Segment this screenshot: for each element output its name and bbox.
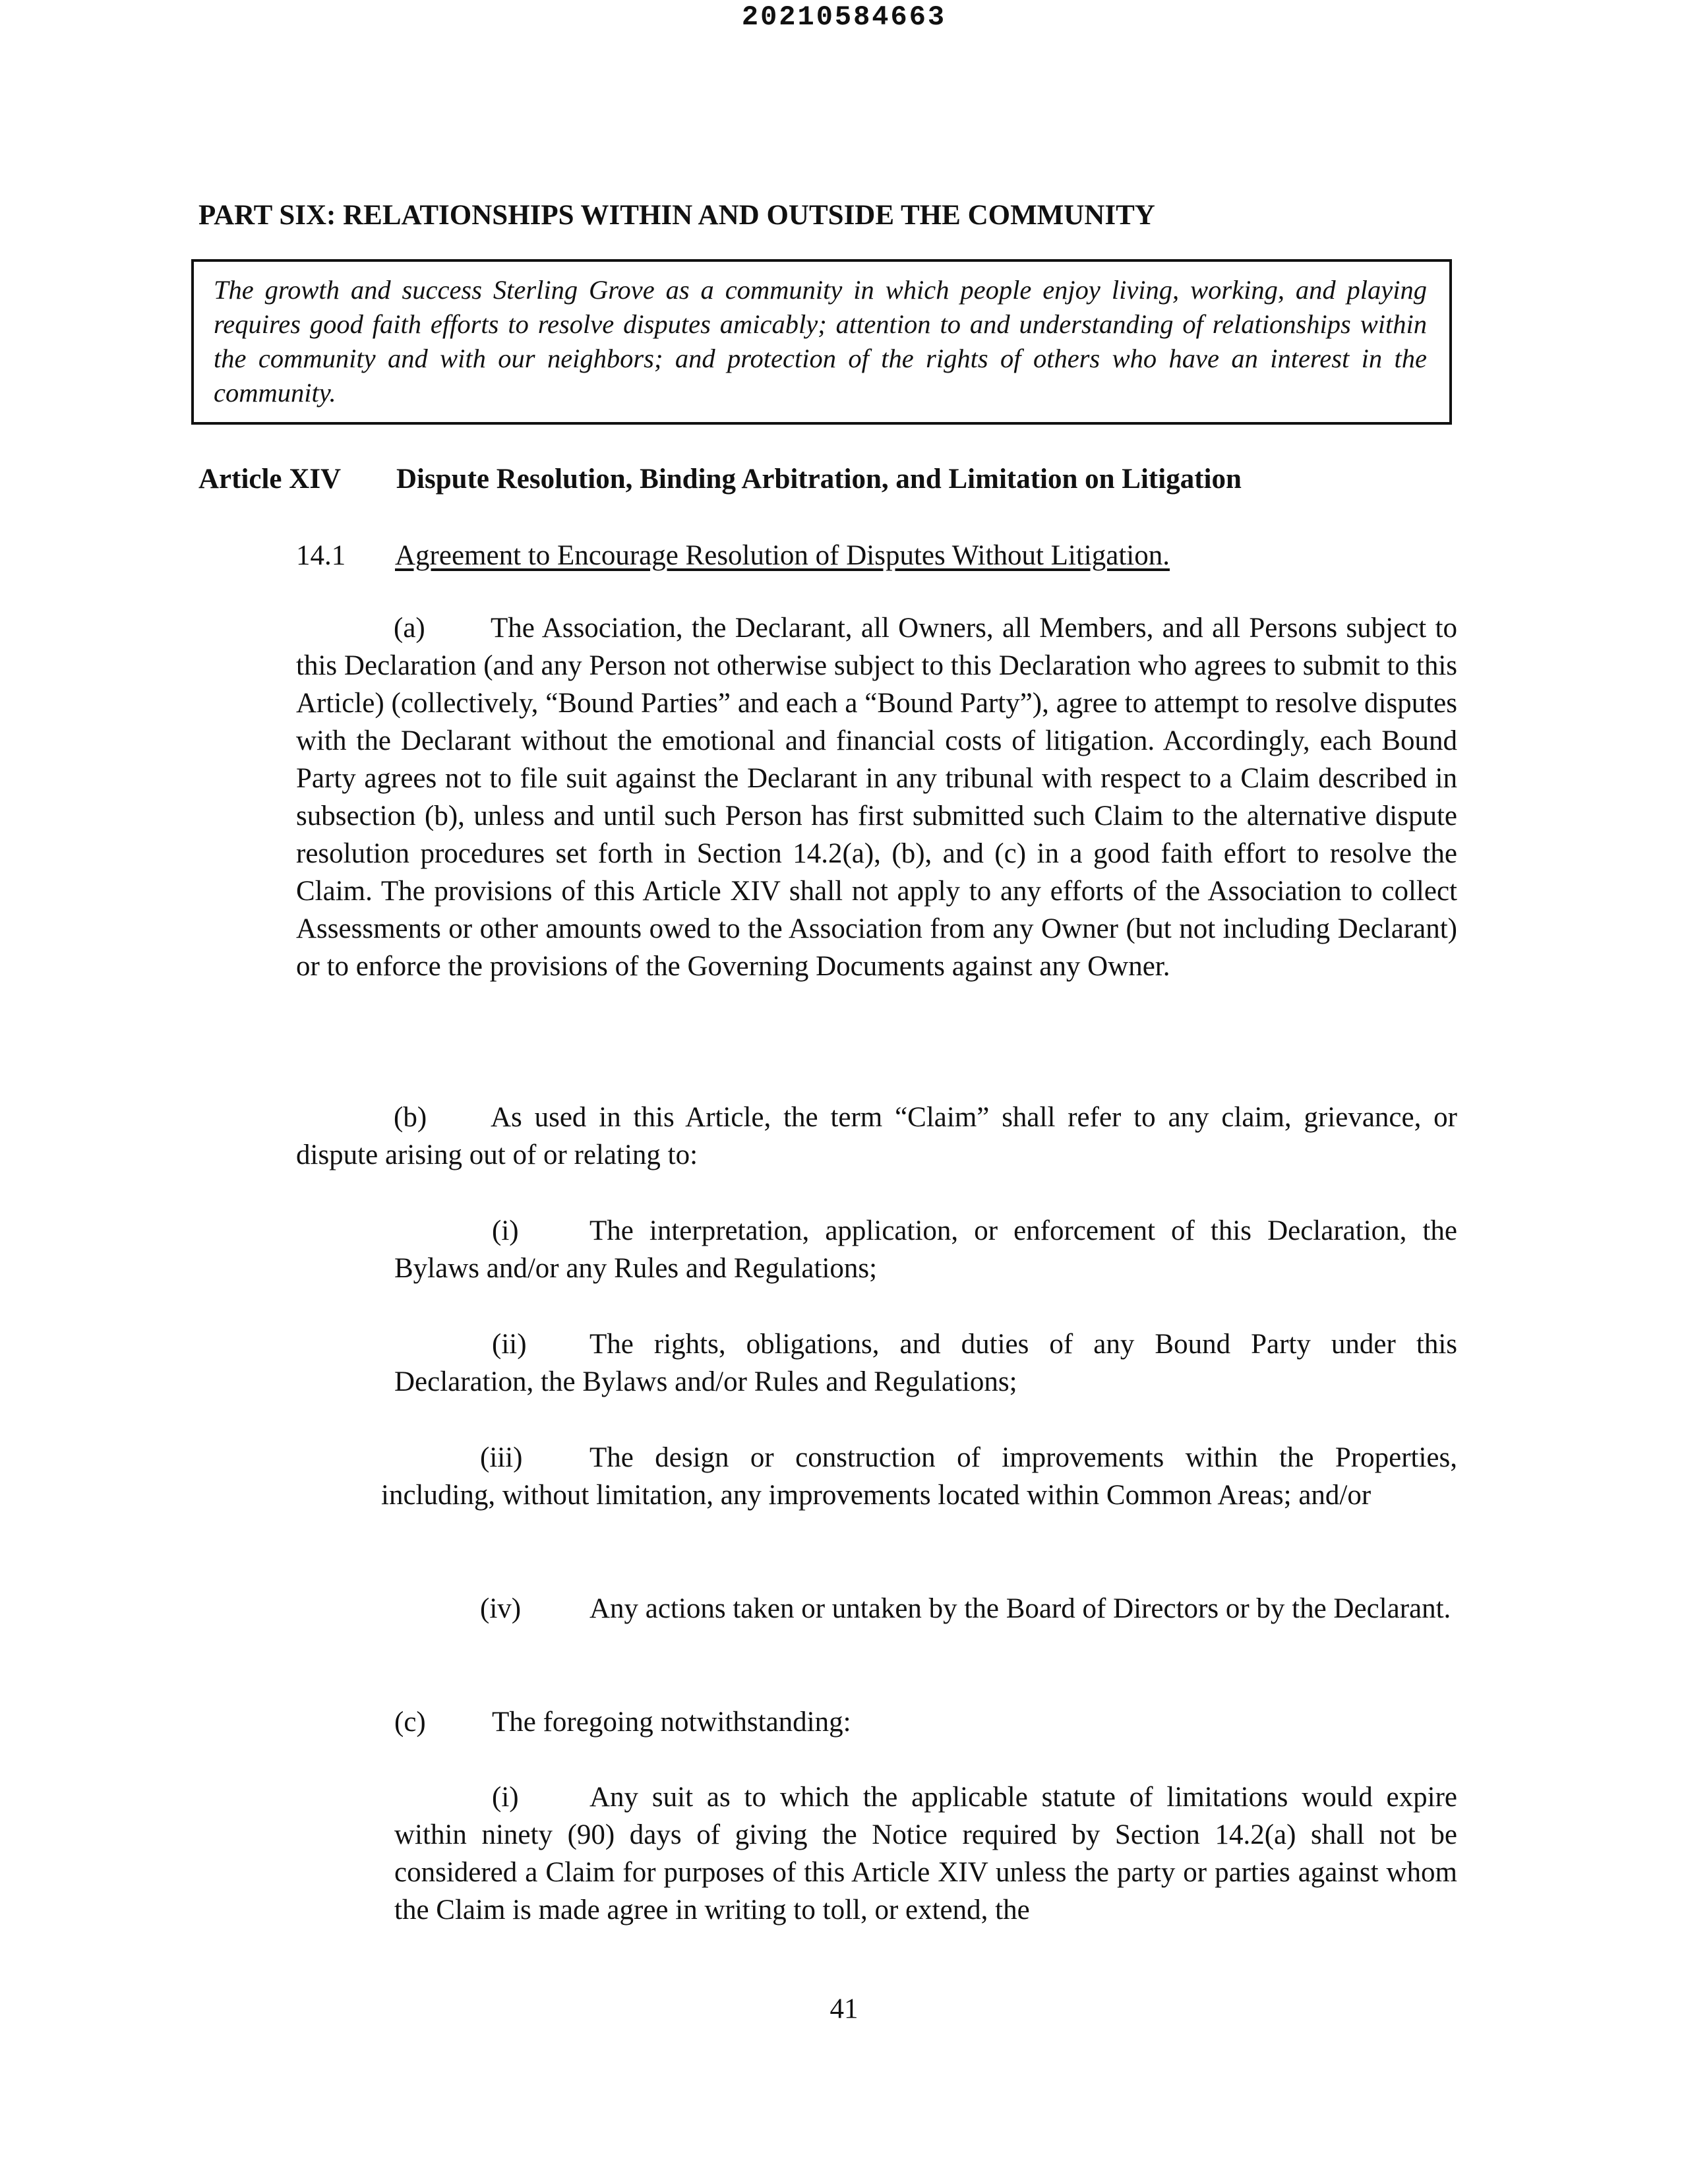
paragraph-b-ii-text: The rights, obligations, and duties of any Bound Party under this Declaration, the Bylaws and/or Rules and Regulations; (394, 1329, 1457, 1397)
article-heading (198, 463, 1242, 495)
part-intro-box: The growth and success Sterling Grove as a community in which people enjoy living, working, and playing requires good faith efforts to resolve disputes amicably; attention to and understanding of relationships within the community and with our neighbors; and protection of the rights of others who have an interest in the community. (191, 259, 1452, 425)
paragraph-b-text: As used in this Article, the term “Claim” shall refer to any claim, grievance, or dispute arising out of or relating to: (296, 1102, 1457, 1170)
article-title: Dispute Resolution, Binding Arbitration, and Limitation on Litigation (396, 464, 1242, 495)
part-title: PART SIX: RELATIONSHIPS WITHIN AND OUTSIDE THE COMMUNITY (198, 200, 1155, 231)
paragraph-c-text: The foregoing notwithstanding: (492, 1707, 851, 1738)
paragraph-c-i-text: Any suit as to which the applicable statute of limitations would expire within ninety (90) days of giving the Notice required by Section 14.2(a) shall not be considered a Claim for purposes of this Article XIV unless the party or parties against whom the Claim is made agree in writing to toll, or extend, the (394, 1782, 1457, 1926)
paragraph-b (296, 1099, 1457, 1174)
article-label: Article XIV (198, 464, 342, 495)
paragraph-b-i-text: The interpretation, application, or enforcement of this Declaration, the Bylaws and/or any Rules and Regulations; (394, 1215, 1457, 1284)
document-number: 20210584663 (741, 1, 947, 33)
paragraph-c-i (394, 1778, 1457, 1929)
section-title: Agreement to Encourage Resolution of Disputes Without Litigation. (395, 540, 1170, 571)
paragraph-c-label: (c) (394, 1707, 426, 1738)
paragraph-c (394, 1703, 1457, 1741)
paragraph-b-iii-label: (iii) (480, 1442, 523, 1473)
paragraph-b-iv-label: (iv) (480, 1593, 522, 1624)
paragraph-b-i (394, 1212, 1457, 1287)
section-number: 14.1 (296, 540, 346, 571)
paragraph-b-iv-text: Any actions taken or untaken by the Board of Directors or by the Declarant. (589, 1593, 1451, 1624)
paragraph-b-iv (381, 1590, 1457, 1627)
paragraph-a-text: The Association, the Declarant, all Owners, all Members, and all Persons subject to this Declaration (and any Person not otherwise subject to this Declaration who agrees to submit to this Article) (collectively, “Bound Parties” and each a “Bound Party”), agree to attempt to resolve disputes with the Declarant without the emotional and financial costs of litigation. Accordingly, each Bound Party agrees not to file suit against the Declarant in any tribunal with respect to a Claim described in subsection (b), unless and until such Person has first submitted such Claim to the alternative dispute resolution procedures set forth in Section 14.2(a), (b), and (c) in a good faith effort to resolve the Claim. The provisions of this Article XIV shall not apply to any efforts of the Association to collect Assessments or other amounts owed to the Association from any Owner (but not including Declarant) or to enforce the provisions of the Governing Documents against any Owner. (296, 613, 1457, 982)
paragraph-b-ii (394, 1325, 1457, 1401)
paragraph-b-i-label: (i) (492, 1215, 519, 1246)
paragraph-b-iii (381, 1439, 1457, 1514)
paragraph-a (296, 609, 1457, 985)
paragraph-a-label: (a) (394, 613, 425, 644)
page-number: 41 (829, 1993, 859, 2024)
paragraph-b-ii-label: (ii) (492, 1329, 527, 1360)
paragraph-b-iii-text: The design or construction of improvements within the Properties, including, without limitation, any improvements located within Common Areas; and/or (381, 1442, 1457, 1511)
section-heading (296, 539, 1170, 572)
paragraph-b-label: (b) (394, 1102, 427, 1133)
paragraph-c-i-label: (i) (492, 1782, 519, 1813)
